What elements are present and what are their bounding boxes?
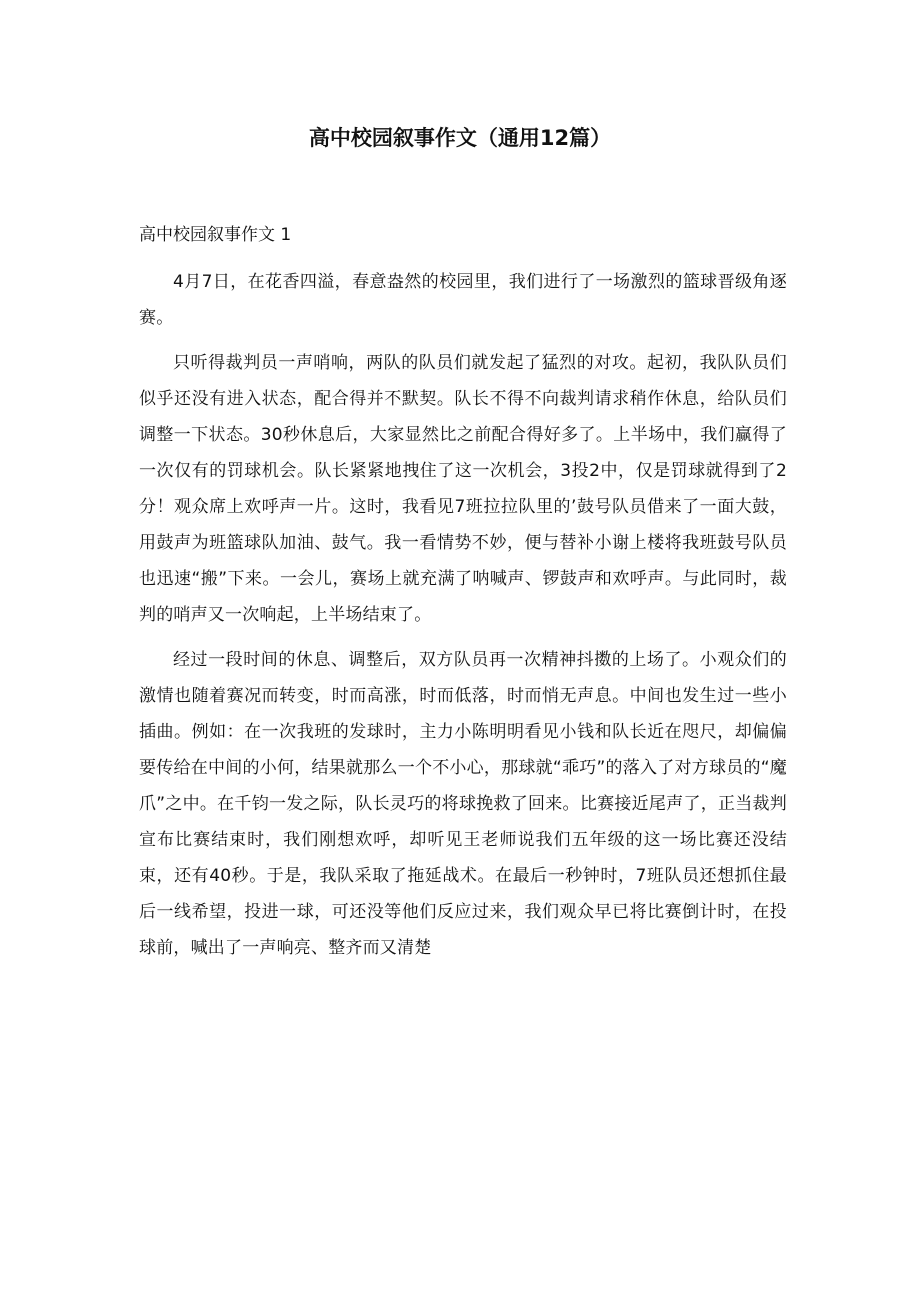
paragraph: 只听得裁判员一声哨响，两队的队员们就发起了猛烈的对攻。起初，我队队员们似乎还没有进入状态，配合得并不默契。队长不得不向裁判请求稍作休息，给队员们调整一下状态。30秒休息后，大家显然比之前配合得好多了。上半场中，我们赢得了一次仅有的罚球机会。队长紧紧地拽住了这一次机会，3投2中，仅是罚球就得到了2分！观众席上欢呼声一片。这时，我看见7班拉拉队里的’鼓号队员借来了一面大鼓，用鼓声为班篮球队加油、鼓气。我一看情势不妙，便与替补小谢上楼将我班鼓号队员也迅速“搬”下来。一会儿，赛场上就充满了呐喊声、锣鼓声和欢呼声。与此同时，裁判的哨声又一次响起，上半场结束了。: [139, 353, 787, 625]
paragraph: 经过一段时间的休息、调整后，双方队员再一次精神抖擞的上场了。小观众们的激情也随着赛况而转变，时而高涨，时而低落，时而悄无声息。中间也发生过一些小插曲。例如：在一次我班的发球时，主力小陈明明看见小钱和队长近在咫尺，却偏偏要传给在中间的小何，结果就那么一个不小心，那球就“乖巧”的落入了对方球员的“魔爪”之中。在千钧一发之际，队长灵巧的将球挽救了回来。比赛接近尾声了，正当裁判宣布比赛结束时，我们刚想欢呼，却听见王老师说我们五年级的这一场比赛还没结束，还有40秒。于是，我队采取了拖延战术。在最后一秒钟时，7班队员还想抓住最后一线希望，投进一球，可还没等他们反应过来，我们观众早已将比赛倒计时，在投球前，喊出了一声响亮、整齐而又清楚: [139, 650, 787, 958]
section-heading: 高中校园叙事作文 1: [139, 225, 292, 245]
body-text: [139, 264, 787, 966]
paragraph: 4月7日，在花香四溢，春意盎然的校园里，我们进行了一场激烈的篮球晋级角逐赛。: [139, 272, 787, 328]
document-title: 高中校园叙事作文（通用12篇）: [308, 126, 612, 150]
